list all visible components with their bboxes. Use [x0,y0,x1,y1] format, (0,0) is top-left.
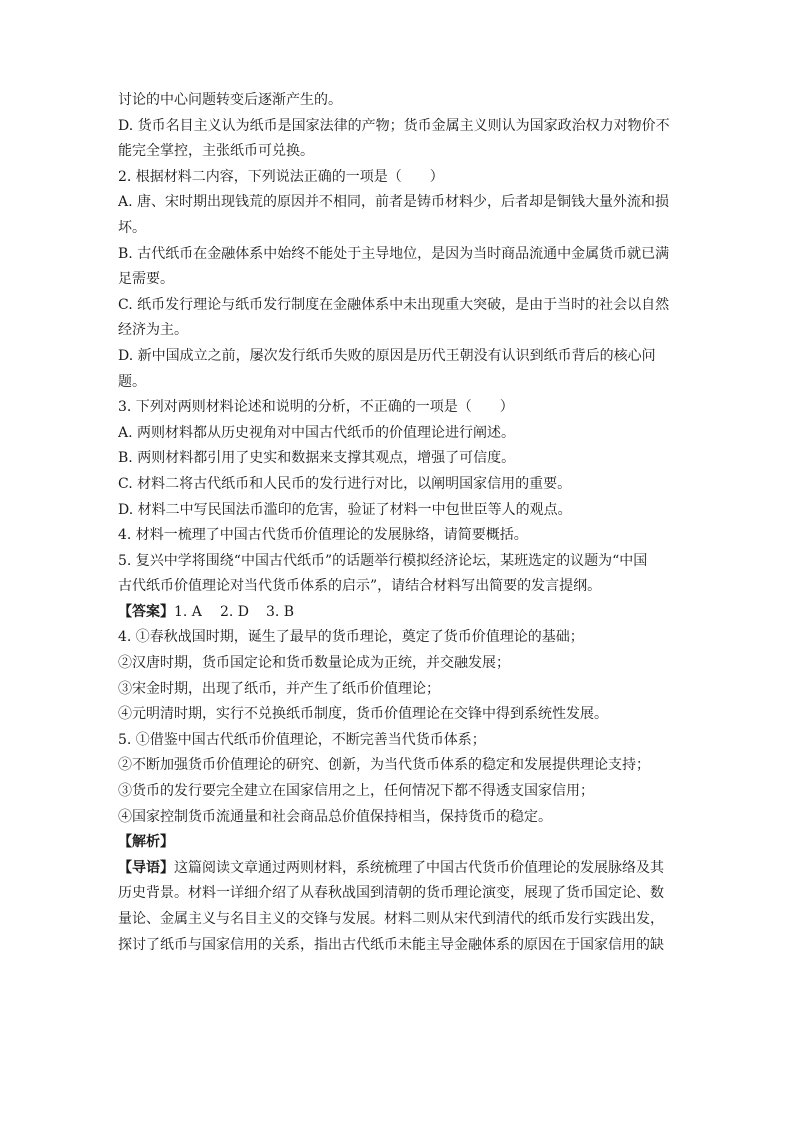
text-line: 古代纸币价值理论对当代货币体系的启示”，请结合材料写出简要的发言提纲。 [118,578,602,595]
question-5: 5. 复兴中学将围绕“中国古代纸币”的话题举行模拟经济论坛，某班选定的议题为“中国 [118,552,648,569]
document-page [118,88,678,958]
text-line: 足需要。 [118,271,174,288]
answer-4-item: ③宋金时期，出现了纸币，并产生了纸币价值理论； [118,680,440,697]
guide-label: 【导语】 [118,859,174,876]
option-a: A. 唐、宋时期出现钱荒的原因并不相同，前者是铸币材料少，后者却是铜钱大量外流和损 [118,194,670,211]
answer-4: 4. ①春秋战国时期，诞生了最早的货币理论，奠定了货币价值理论的基础； [118,629,584,646]
answer-2: 2. D [220,603,250,620]
option-b: B. 两则材料都引用了史实和数据来支撑其观点，增强了可信度。 [118,450,516,467]
text-line: 题。 [118,373,146,390]
answer-5-item: ④国家控制货币流通量和社会商品总价值保持相当，保持货币的稳定。 [118,808,552,825]
answer-3: 3. B [266,603,295,620]
guide-line [118,856,678,882]
question-2: 2. 根据材料二内容，下列说法正确的一项是（ ） [118,168,444,185]
analysis-label: 【解析】 [118,834,174,851]
text-line: 讨论的中心问题转变后逐渐产生的。 [118,92,342,108]
answer-5-item: ②不断加强货币价值理论的研究、创新，为当代货币体系的稳定和发展提供理论支持； [118,757,650,774]
text-line: 能完全掌控，主张纸币可兑换。 [118,143,314,160]
guide-text: 这篇阅读文章通过两则材料，系统梳理了中国古代货币价值理论的发展脉络及其 [174,859,664,876]
answer-1: 1. A [174,603,202,620]
option-c: C. 材料二将古代纸币和人民币的发行进行对比，以阐明国家信用的重要。 [118,475,572,492]
answer-4-item: ②汉唐时期，货币国定论和货币数量论成为正统，并交融发展； [118,655,510,672]
option-d: D. 材料二中写民国法币滥印的危害，验证了材料一中包世臣等人的观点。 [118,501,572,518]
text-line: 经济为主。 [118,322,188,339]
option-b: B. 古代纸币在金融体系中始终不能处于主导地位，是因为当时商品流通中金属货币就已满 [118,245,670,262]
option-c: C. 纸币发行理论与纸币发行制度在金融体系中未出现重大突破，是由于当时的社会以自然 [118,296,670,313]
answer-label: 【答案】 [118,603,174,620]
answer-5: 5. ①借鉴中国古代纸币价值理论，不断完善当代货币体系； [118,731,486,748]
answer-5-item: ③货币的发行要完全建立在国家信用之上，任何情况下都不得透支国家信用； [118,783,594,800]
guide-text-line: 探讨了纸币与国家信用的关系，指出古代纸币未能主导金融体系的原因在于国家信用的缺 [118,936,664,953]
guide-text-line: 历史背景。材料一详细介绍了从春秋战国到清朝的货币理论演变，展现了货币国定论、数 [118,885,664,902]
option-d: D. 新中国成立之前，屡次发行纸币失败的原因是历代王朝没有认识到纸币背后的核心问 [118,347,656,364]
question-3: 3. 下列对两则材料论述和说明的分析，不正确的一项是（ ） [118,399,514,416]
text-line: 坏。 [118,219,146,236]
question-4: 4. 材料一梳理了中国古代货币价值理论的发展脉络，请简要概括。 [118,527,528,544]
answer-4-item: ④元明清时期，实行不兑换纸币制度，货币价值理论在交锋中得到系统性发展。 [118,706,608,723]
answer-line [118,600,678,626]
option-a: A. 两则材料都从历史视角对中国古代纸币的价值理论进行阐述。 [118,424,516,441]
option-d: D. 货币名目主义认为纸币是国家法律的产物；货币金属主义则认为国家政治权力对物价不 [118,117,670,134]
guide-text-line: 量论、金属主义与名目主义的交锋与发展。材料二则从宋代到清代的纸币发行实践出发， [118,911,664,927]
